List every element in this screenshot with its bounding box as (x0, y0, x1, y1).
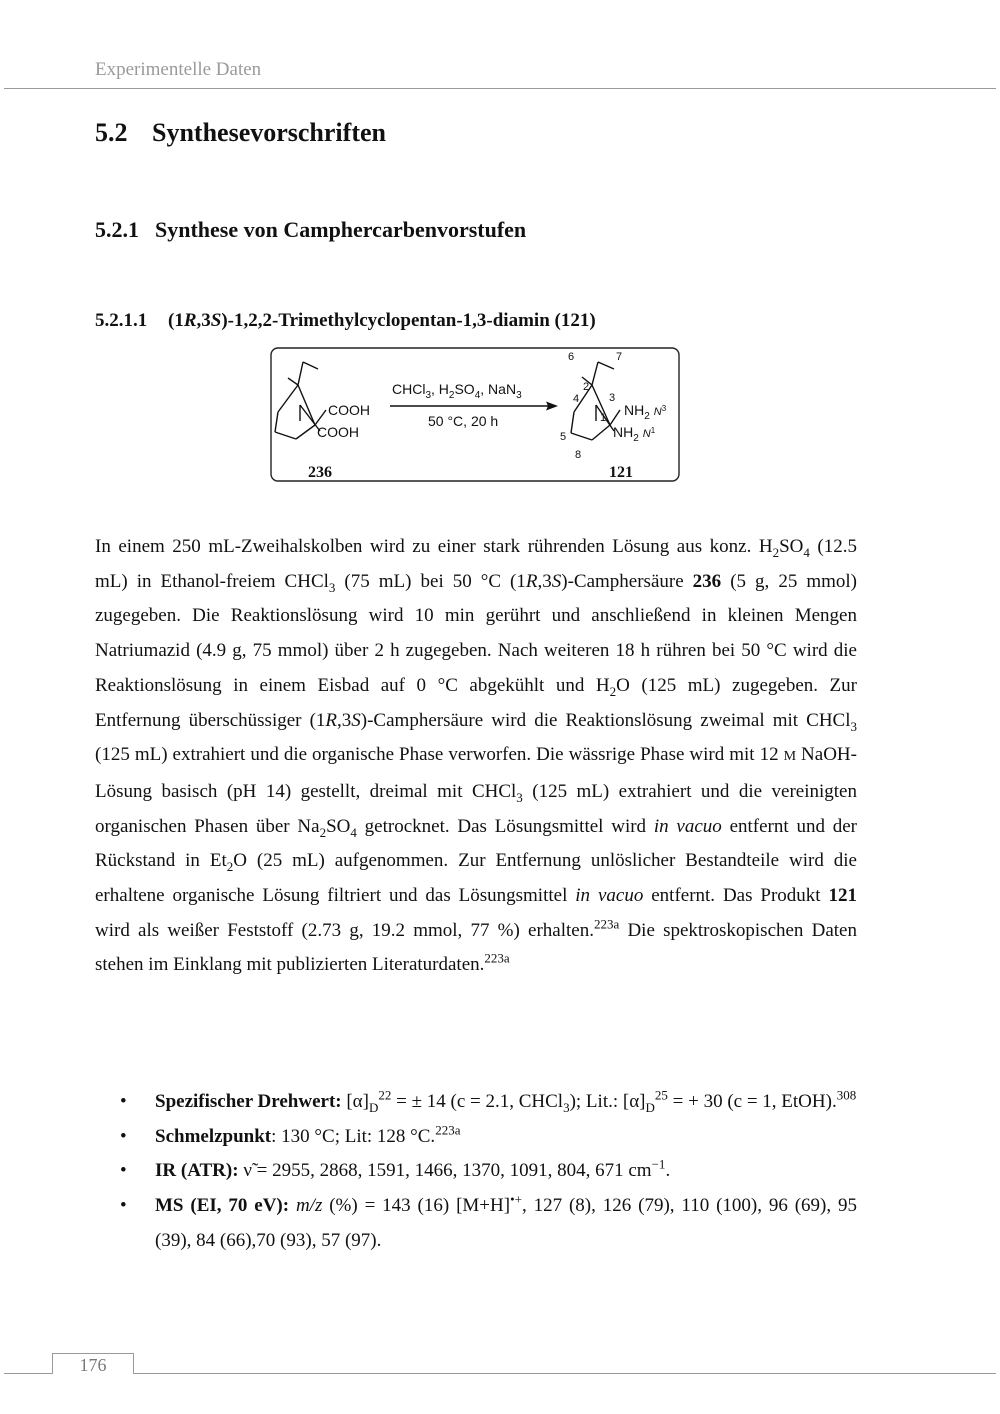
running-header: Experimentelle Daten (95, 59, 262, 80)
atom-label-6: 6 (568, 351, 575, 363)
list-item-rotation: • Spezifischer Drehwert: $[\alpha]_D^{22}$ = ± 14 (c = 2.1, CHCl$_3$); Lit.: $[\alpha]_D^{25}$ = + 30 (c = 1, EtOH).$^{308}$ (120, 1087, 857, 1115)
conditions-text: 50 °C, 20 h (428, 413, 499, 429)
atom-label-7: 7 (616, 351, 623, 363)
subsection-number: 5.2.1 (95, 217, 139, 242)
atom-label-4: 4 (573, 393, 580, 405)
reference-223a: 223a (593, 916, 620, 932)
carboxyl-label-1: COOH (328, 402, 370, 418)
carboxyl-label-2: COOH (317, 424, 359, 440)
subsection-title: Synthese von Camphercarbenvorstufen (155, 217, 527, 242)
section-title: Synthesevorschriften (152, 118, 386, 147)
reference-223a-2: 223a (484, 951, 510, 967)
procedure-paragraph: In einem 250 mL-Zweihalskolben wird zu einer stark rührenden Lösung aus konz. $H_2SO_4$ (12.5 mL) in Ethanol-freiem CHCl$_3$ (75 mL) bei 50 °C (1R,3S)-Camphersäure 236 (5 g, 25 mmol) zugegeben. Die Reaktionslösung wird 10 min gerührt und anschließend in kleinen Mengen Natriumazid (4.9 g, 75 mmol) über 2 h zugegeben. Nach weiteren 18 h rühren bei 50 °C wird die Reaktionslösung in einem Eisbad auf 0 °C abgekühlt und $H_2O$ (125 mL) zugegeben. Zur Entfernung überschüssiger (1R,3S)-Camphersäure wird die Reaktionslösung zweimal mit CHCl$_3$ (125 mL) extrahiert und die organische Phase verworfen. Die wässrige Phase wird mit 12 M NaOH-Lösung basisch (pH 14) gestellt, dreimal mit CHCl$_3$ (125 mL) extrahiert und die vereinigten organischen Phasen über $Na_2SO_4$ getrocknet. Das Lösungsmittel wird in vacuo entfernt und der Rückstand in $Et_2O$ (25 mL) aufgenommen. Zur Entfernung unlöslicher Bestandteile wird die erhaltene organische Lösung filtriert und das Lösungsmittel in vacuo entfernt. Das Produkt 121 wird als weißer Feststoff (2.73 g, 19.2 mmol, 77 %) erhalten.$^{223a}$ Die spektroskopischen Daten stehen im Einklang mit publizierten Literaturdaten.$^{223a}$ (95, 536, 858, 976)
atom-label-2: 2 (583, 381, 590, 393)
section-number: 5.2 (95, 118, 128, 147)
list-item-melting-point: • Schmelzpunkt: 130 °C; Lit: 128 °C.$^{223a}$ (120, 1122, 461, 1147)
header-rule (4, 88, 996, 89)
compound-121-label: 121 (609, 464, 633, 481)
subsection-heading (95, 217, 526, 243)
subsubsection-number: 5.2.1.1 (95, 310, 148, 331)
subsubsection-title: (1R,3S)-1,2,2-Trimethylcyclopentan-1,3-diamin (121) (168, 310, 596, 331)
page-number: 176 (79, 1355, 107, 1375)
list-item-ms: • MS (EI, 70 eV): m/z (%) = 143 (16) [M+H]•+, 127 (8), 126 (79), 110 (100), 96 (69), 95 (39), 84 (66),70 (93), 57 (97). (120, 1191, 857, 1251)
footer-rule (4, 1373, 996, 1374)
subsubsection-heading (95, 310, 596, 332)
compound-236-label: 236 (308, 464, 332, 481)
atom-label-5: 5 (560, 431, 567, 443)
reaction-scheme (270, 347, 680, 482)
reagents-text: CHCl$_3$, $H_2SO_4$, NaN$_3$ (392, 381, 522, 401)
list-item-ir: • IR (ATR): ν̃ = 2955, 2868, 1591, 1466, 1370, 1091, 804, 671 $cm^{-1}$. (120, 1157, 671, 1182)
section-heading (95, 118, 386, 148)
atom-label-3: 3 (609, 392, 616, 404)
amine-label-n3: $NH_2$ $^{N3}$ (624, 402, 667, 422)
atom-label-1: 1 (600, 412, 607, 424)
amine-label-n1: $NH_2$ $^{N1}$ (613, 424, 656, 444)
atom-label-8: 8 (575, 449, 582, 461)
properties-list (120, 1085, 857, 1259)
page-number-box (52, 1353, 134, 1374)
